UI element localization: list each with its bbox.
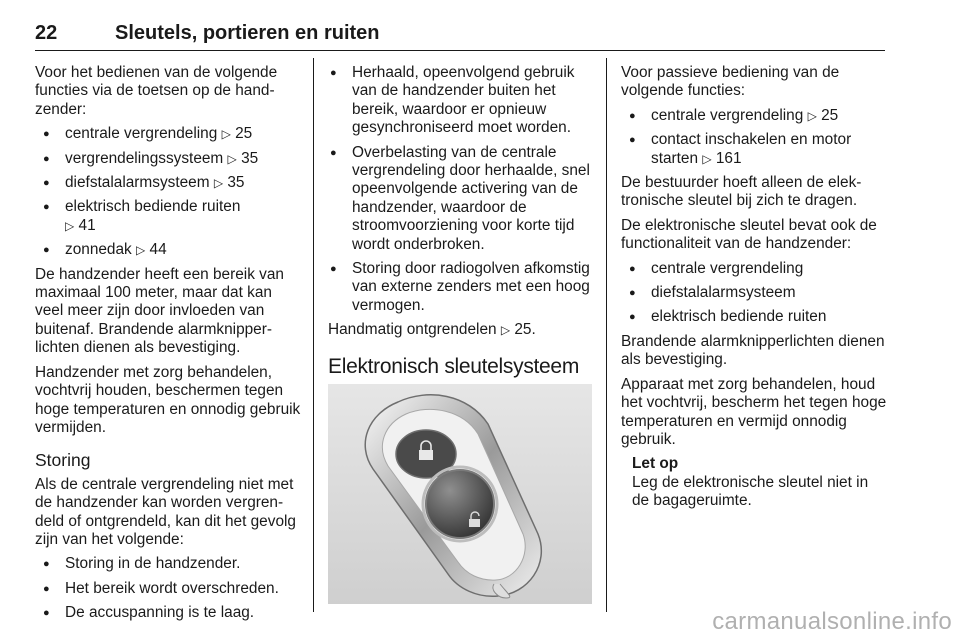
arrow-right-outline-icon: ▷ — [500, 323, 511, 338]
arrow-right-outline-icon: ▷ — [136, 243, 146, 258]
list-item: ● elektrisch bediende ruiten ▷ 41 — [35, 198, 301, 235]
list-item: ● diefstalalarmsysteem ▷ 35 — [35, 174, 301, 192]
column-divider-2 — [606, 58, 607, 612]
list-item: ● Storing in de handzender. — [35, 555, 301, 573]
list-item: ● contact inschakelen en motor starten ▷ 161 — [621, 131, 887, 168]
remote-function-list — [621, 260, 887, 327]
page-ref[interactable]: ▷ 161 — [702, 149, 742, 167]
column-2 — [328, 64, 594, 604]
range-paragraph: De handzender heeft een bereik van maximaal 100 meter, maar dat kan veel meer zijn door invloeden van buitenaf. Brandende alarmknipperlichten dienen als bevestiging. — [35, 265, 284, 357]
page-ref[interactable]: ▷ 35 — [213, 174, 245, 192]
arrow-right-outline-icon: ▷ — [702, 151, 712, 166]
passive-function-list — [621, 107, 887, 168]
note-text: Leg de elektronische sleutel niet in de bagageruimte. — [632, 473, 869, 510]
care-paragraph: Handzender met zorg behandelen, vochtvrij houden, beschermen tegen hoge temperaturen en onnodig gebruik vermijden. — [35, 363, 301, 436]
list-item: ● centrale vergrendeling — [621, 260, 887, 278]
list-item: ● diefstalalarmsysteem — [621, 284, 887, 302]
list-item: ● zonnedak ▷ 44 — [35, 241, 301, 259]
column-1 — [35, 64, 301, 629]
remote-paragraph: De elektronische sleutel bevat ook de functionaliteit van de handzender: — [621, 216, 877, 253]
list-item: ● elektrisch bediende ruiten — [621, 308, 887, 326]
page-ref[interactable]: ▷ 25 — [807, 106, 839, 124]
driver-paragraph: De bestuurder hoeft alleen de elektronische sleutel bij zich te dragen. — [621, 174, 862, 210]
fault-cause-list — [35, 555, 301, 622]
list-item: ● centrale vergrendeling ▷ 25 — [35, 125, 301, 143]
list-item: ● vergrendelingssysteem ▷ 35 — [35, 150, 301, 168]
confirm-paragraph: Brandende alarmknipperlichten dienen als bevestiging. — [621, 332, 885, 369]
fault-cause-list-continued — [328, 64, 594, 315]
note-title: Let op — [632, 455, 679, 473]
arrow-right-outline-icon: ▷ — [807, 108, 817, 123]
arrow-right-outline-icon: ▷ — [213, 176, 224, 191]
remote-function-list — [35, 125, 301, 259]
care-paragraph: Apparaat met zorg behandelen, houd het vochtvrij, bescherm het tegen hoge temperaturen en vermijd onnodig gebruik. — [621, 375, 887, 448]
section-heading: Elektronisch sleutelsysteem — [328, 354, 580, 378]
column-divider-1 — [313, 58, 314, 612]
list-item: ● centrale vergrendeling ▷ 25 — [621, 107, 887, 125]
remote-intro: Voor het bedienen van de volgende functies via de toetsen op de handzender: — [35, 64, 278, 118]
page-ref[interactable]: ▷ 25. — [500, 321, 536, 339]
list-item: ● Overbelasting van de centrale vergrendeling door herhaalde, snel opeenvolgende activering van de handzender, waardoor de stroomvoorziening voor korte tijd wordt onderbroken. — [328, 144, 594, 254]
page-ref[interactable]: ▷ 25 — [221, 125, 253, 143]
list-item: ● Storing door radiogolven afkomstig van externe zenders met een hoog vermogen. — [328, 260, 594, 315]
electronic-key-illustration — [328, 384, 592, 604]
fault-intro: Als de centrale vergrendeling niet met de handzender kan worden vergrendeld of ontgrendeld, kan dit het gevolg zijn van het volgende: — [35, 475, 296, 548]
arrow-right-outline-icon: ▷ — [65, 218, 75, 233]
arrow-right-outline-icon: ▷ — [227, 151, 237, 166]
page-ref[interactable]: ▷ 44 — [136, 241, 167, 259]
arrow-right-outline-icon: ▷ — [221, 127, 231, 142]
manual-unlock-paragraph: Handmatig ontgrendelen ▷ 25. — [328, 321, 536, 339]
chapter-title: Sleutels, portieren en ruiten — [115, 22, 380, 44]
passive-intro: Voor passieve bediening van de volgende functies: — [621, 64, 840, 100]
page-ref[interactable]: ▷ 35 — [227, 149, 259, 167]
page-ref[interactable]: ▷ 41 — [65, 216, 96, 234]
column-3 — [621, 64, 887, 511]
page-number: 22 — [35, 22, 58, 44]
watermark: carmanualsonline.info — [712, 608, 952, 635]
fault-heading: Storing — [35, 450, 91, 471]
list-item: ● De accuspanning is te laag. — [35, 604, 301, 622]
list-item: ● Het bereik wordt overschreden. — [35, 580, 301, 598]
note-box — [632, 455, 887, 510]
page-header — [35, 22, 885, 51]
list-item: ● Herhaald, opeenvolgend gebruik van de handzender buiten het bereik, waardoor er opnieuw gesynchroniseerd moet worden. — [328, 64, 594, 138]
